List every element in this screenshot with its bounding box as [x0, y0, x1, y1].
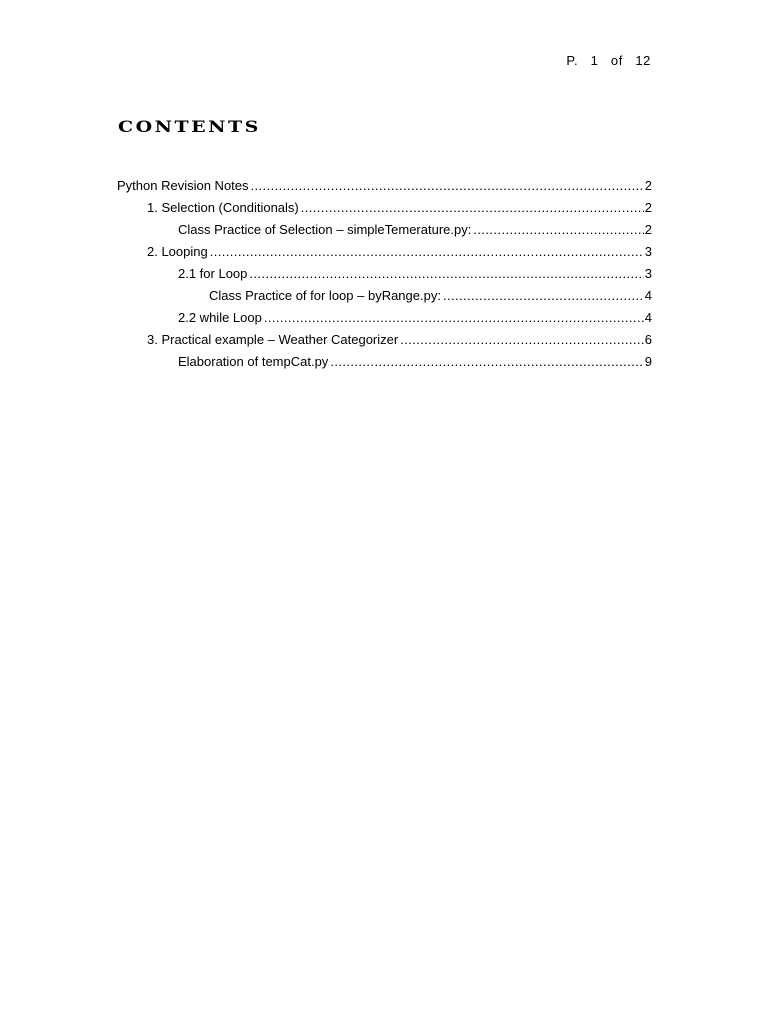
toc-entry-title: 2.2 while Loop	[178, 310, 262, 325]
toc-entry-selection[interactable]	[117, 197, 652, 219]
toc-dot-leader	[210, 241, 644, 263]
toc-entry-title: Elaboration of tempCat.py	[178, 354, 329, 369]
toc-entry-for-loop-practice[interactable]	[117, 285, 652, 307]
page-number: P. 1 of 12	[566, 53, 651, 68]
toc-entry-page: 6	[644, 332, 652, 347]
toc-entry-title: 2.1 for Loop	[178, 266, 248, 281]
toc-dot-leader	[264, 307, 644, 329]
toc-entry-while-loop[interactable]	[117, 307, 652, 329]
toc-entry-page: 4	[644, 310, 652, 325]
toc-entry-selection-practice[interactable]	[117, 219, 652, 241]
toc-entry-page: 2	[644, 200, 652, 215]
toc-entry-page: 2	[644, 178, 652, 193]
table-of-contents	[117, 175, 652, 373]
toc-entry-page: 2	[644, 222, 652, 237]
toc-entry-page: 4	[644, 288, 652, 303]
toc-entry-page: 3	[644, 266, 652, 281]
toc-heading: contents	[118, 112, 261, 138]
toc-entry-for-loop[interactable]	[117, 263, 652, 285]
toc-entry-page: 3	[644, 244, 652, 259]
toc-dot-leader	[249, 263, 643, 285]
toc-dot-leader	[301, 197, 644, 219]
toc-dot-leader	[330, 351, 643, 373]
toc-entry-tempcat-elaboration[interactable]	[117, 351, 652, 373]
toc-entry-looping[interactable]	[117, 241, 652, 263]
toc-entry-title: 3. Practical example – Weather Categorizer	[147, 332, 399, 347]
toc-entry-python-revision-notes[interactable]	[117, 175, 652, 197]
toc-dot-leader	[400, 329, 644, 351]
toc-dot-leader	[473, 219, 643, 241]
toc-entry-title: Class Practice of Selection – simpleTemerature.py:	[178, 222, 472, 237]
toc-dot-leader	[443, 285, 644, 307]
toc-entry-title: 2. Looping	[147, 244, 208, 259]
toc-dot-leader	[251, 175, 644, 197]
toc-entry-title: Class Practice of for loop – byRange.py:	[209, 288, 441, 303]
toc-entry-weather-categorizer[interactable]	[117, 329, 652, 351]
toc-entry-page: 9	[644, 354, 652, 369]
toc-entry-title: Python Revision Notes	[117, 178, 249, 193]
toc-entry-title: 1. Selection (Conditionals)	[147, 200, 299, 215]
